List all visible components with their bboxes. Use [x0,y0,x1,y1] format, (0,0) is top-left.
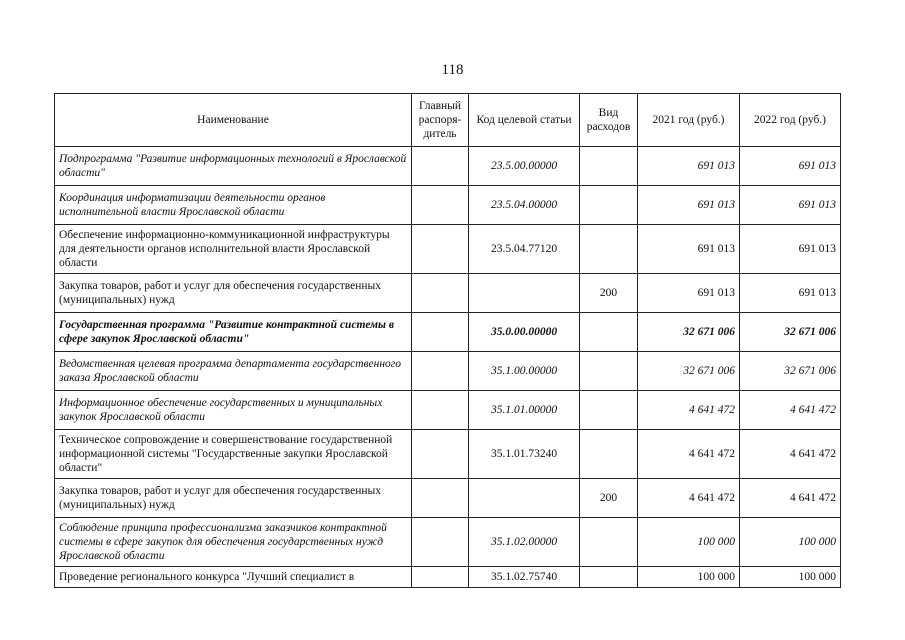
row-expense-type [580,391,638,430]
row-expense-type [580,147,638,186]
row-name: Закупка товаров, работ и услуг для обеспечения государственных (муниципальных) нужд [55,479,412,518]
budget-table [54,93,841,588]
row-distributor [412,147,469,186]
row-distributor [412,352,469,391]
row-distributor [412,186,469,225]
row-name: Координация информатизации деятельности органов исполнительной власти Ярославской области [55,186,412,225]
row-2021: 32 671 006 [638,313,740,352]
row-2021: 691 013 [638,186,740,225]
row-2022: 32 671 006 [740,352,841,391]
row-code [469,479,580,518]
row-distributor [412,567,469,588]
row-expense-type: 200 [580,479,638,518]
row-distributor [412,225,469,274]
row-distributor [412,391,469,430]
header-code: Код целевой статьи [469,94,580,147]
page-number: 118 [441,62,464,78]
row-name: Ведомственная целевая программа департамента государственного заказа Ярославской области [55,352,412,391]
row-distributor [412,430,469,479]
row-2021: 691 013 [638,147,740,186]
row-code [469,274,580,313]
row-2022: 691 013 [740,186,841,225]
row-name: Информационное обеспечение государственных и муниципальных закупок Ярославской области [55,391,412,430]
row-2021: 4 641 472 [638,391,740,430]
row-name: Соблюдение принципа профессионализма заказчиков контрактной системы в сфере закупок для обеспечения государственных нужд Ярославской области [55,518,412,567]
row-2022: 32 671 006 [740,313,841,352]
row-2021: 32 671 006 [638,352,740,391]
header-name: Наименование [55,94,412,147]
row-distributor [412,518,469,567]
row-2022: 100 000 [740,518,841,567]
header-expense-type: Вид расходов [580,94,638,147]
table-row [55,518,841,567]
header-2022: 2022 год (руб.) [740,94,841,147]
row-expense-type [580,567,638,588]
row-code: 23.5.04.00000 [469,186,580,225]
row-2021: 100 000 [638,518,740,567]
row-code: 35.1.02.75740 [469,567,580,588]
table-row [55,147,841,186]
row-code: 35.1.01.00000 [469,391,580,430]
row-2022: 4 641 472 [740,479,841,518]
table-row [55,430,841,479]
row-expense-type [580,186,638,225]
table-row [55,352,841,391]
row-distributor [412,313,469,352]
row-expense-type [580,225,638,274]
row-expense-type [580,518,638,567]
row-2022: 691 013 [740,147,841,186]
row-code: 35.1.01.73240 [469,430,580,479]
row-2022: 4 641 472 [740,391,841,430]
row-2022: 4 641 472 [740,430,841,479]
row-2021: 100 000 [638,567,740,588]
row-distributor [412,274,469,313]
row-name: Подпрограмма "Развитие информационных технологий в Ярославской области" [55,147,412,186]
row-code: 23.5.00.00000 [469,147,580,186]
row-2021: 4 641 472 [638,430,740,479]
row-2021: 691 013 [638,225,740,274]
row-code: 35.1.02.00000 [469,518,580,567]
row-code: 35.0.00.00000 [469,313,580,352]
row-expense-type [580,352,638,391]
header-distributor: Главный распоря-дитель [412,94,469,147]
row-2022: 100 000 [740,567,841,588]
row-2021: 691 013 [638,274,740,313]
table-row [55,274,841,313]
row-name: Техническое сопровождение и совершенствование государственной информационной системы "Государственные закупки Ярославской области" [55,430,412,479]
row-expense-type: 200 [580,274,638,313]
table-row [55,391,841,430]
row-expense-type [580,313,638,352]
row-2021: 4 641 472 [638,479,740,518]
row-expense-type [580,430,638,479]
row-name: Проведение регионального конкурса "Лучший специалист в [55,567,412,588]
table-row [55,567,841,588]
row-distributor [412,479,469,518]
row-name: Закупка товаров, работ и услуг для обеспечения государственных (муниципальных) нужд [55,274,412,313]
table-row [55,313,841,352]
row-name: Обеспечение информационно-коммуникационной инфраструктуры для деятельности органов исполнительной власти Ярославской области [55,225,412,274]
row-2022: 691 013 [740,225,841,274]
table-row [55,479,841,518]
table-row [55,225,841,274]
header-2021: 2021 год (руб.) [638,94,740,147]
row-name: Государственная программа "Развитие контрактной системы в сфере закупок Ярославской области" [55,313,412,352]
row-2022: 691 013 [740,274,841,313]
row-code: 35.1.00.00000 [469,352,580,391]
row-code: 23.5.04.77120 [469,225,580,274]
table-header-row [55,94,841,147]
table-row [55,186,841,225]
